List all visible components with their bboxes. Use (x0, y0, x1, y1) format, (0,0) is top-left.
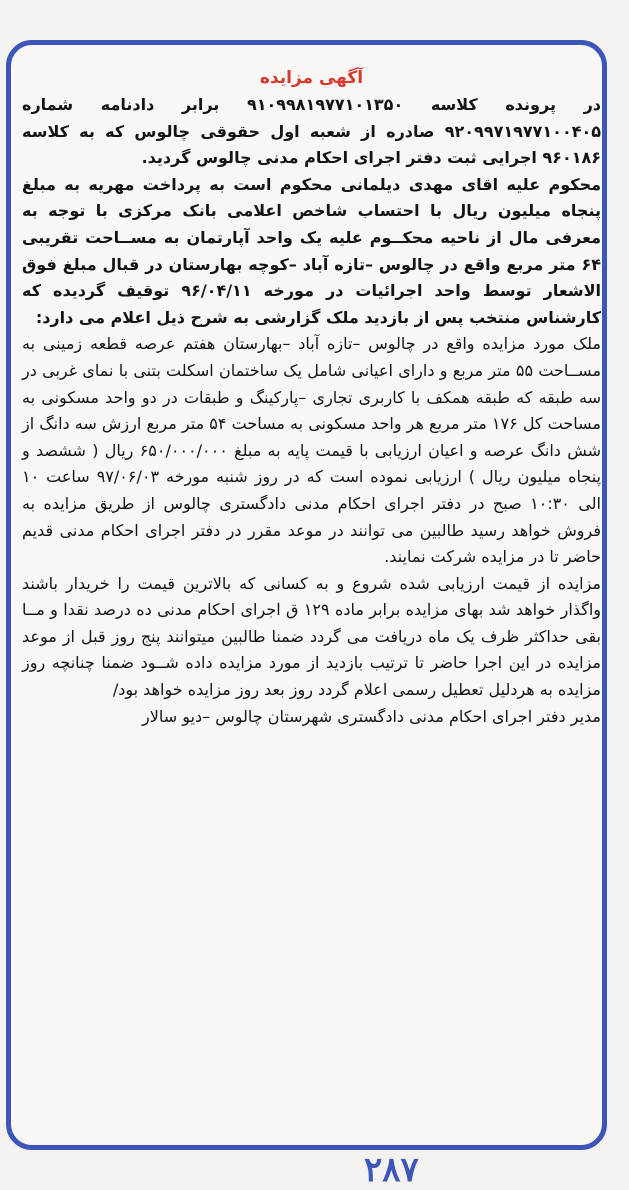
auction-terms-paragraph: مزایده از قیمت ارزیابی شده شروع و به کسانی که بالاترین قیمت را خریدار باشند واگذار خواهد شد بهای مزایده برابر ماده ۱۲۹ ق اجرای احکام مدنی ده درصد نقدا و مــا بقی حداکثر ظرف یک ماه دریافت می گردد ضمنا طالبین میتوانند پنج روز قبل از موعد مزایده در این اجرا حاضر تا ترتیب بازدید از مورد مزایده داده شــود ضمنا چنانچه روز مزایده به هردلیل تعطیل رسمی اعلام گردد روز بعد روز مزایده خواهد بود/ (22, 573, 602, 700)
notice-title: آگهی مزایده (259, 68, 364, 88)
judgment-paragraph: محکوم علیه اقای مهدی دیلمانی محکوم است به پرداخت مهریه به مبلغ پنجاه میلیون ریال با احتساب شاخص اعلامی بانک مرکزی با توجه به معرفی مال از ناحیه محکــوم علیه یک واحد آپارتمان به مســاحت تقریبی ۶۴ متر مربع واقع در چالوس –تازه آباد –کوچه بهارستان در قبال مبلغ فوق الاشعار توسط واحد اجرائیات در مورخه ۹۶/۰۴/۱۱ توقیف گردیده که کارشناس منتخب پس از بازدید ملک گزارشی به شرح ذیل اعلام می دارد: (22, 174, 601, 327)
case-paragraph: در پرونده کلاسه ۹۱۰۹۹۸۱۹۷۷۱۰۱۳۵۰ برابر دادنامه شماره ۹۲۰۹۹۷۱۹۷۷۱۰۰۴۰۵ صادره از شعبه اول حقوقی چالوس که به کلاسه ۹۶۰۱۸۶ اجرایی ثبت دفتر اجرای احکام مدنی چالوس گردید. (22, 95, 601, 168)
notice-body (22, 66, 601, 730)
signature-line: مدیر دفتر اجرای احکام مدنی دادگستری شهرستان چالوس –دیو سالار (142, 706, 601, 726)
property-paragraph: ملک مورد مزایده واقع در چالوس –تازه آباد –بهارستان هفتم عرصه قطعه زمینی به مســاحت ۵۵ متر مربع و دارای اعیانی شامل یک ساختمان اسکلت بتنی با نمای غربی در سه طبقه که طبقه همکف با کاربری تجاری –پارکینگ و طبقات در دو واحد مسکونی به مساحت کل ۱۷۶ متر مربع هر واحد مسکونی به مساحت ۵۴ متر مربع ارزش سه دانگ از شش دانگ عرصه و اعیان ارزیابی با قیمت پایه به مبلغ ۶۵۰/۰۰۰/۰۰۰ ریال ( ششصد و پنجاه میلیون ریال ) ارزیابی نموده است که در روز شنبه مورخه ۹۷/۰۶/۰۳ ساعت ۱۰ الی ۱۰:۳۰ صبح در دفتر اجرای احکام مدنی دادگستری چالوس از طریق مزایده به فروش خواهد رسید طالبین می توانند در موعد مقرر در دفتر اجرای احکام مدنی قدیم حاضر تا در مزایده شرکت نمایند. (22, 334, 602, 567)
handwritten-number: ۲۸۷ (364, 1150, 419, 1190)
